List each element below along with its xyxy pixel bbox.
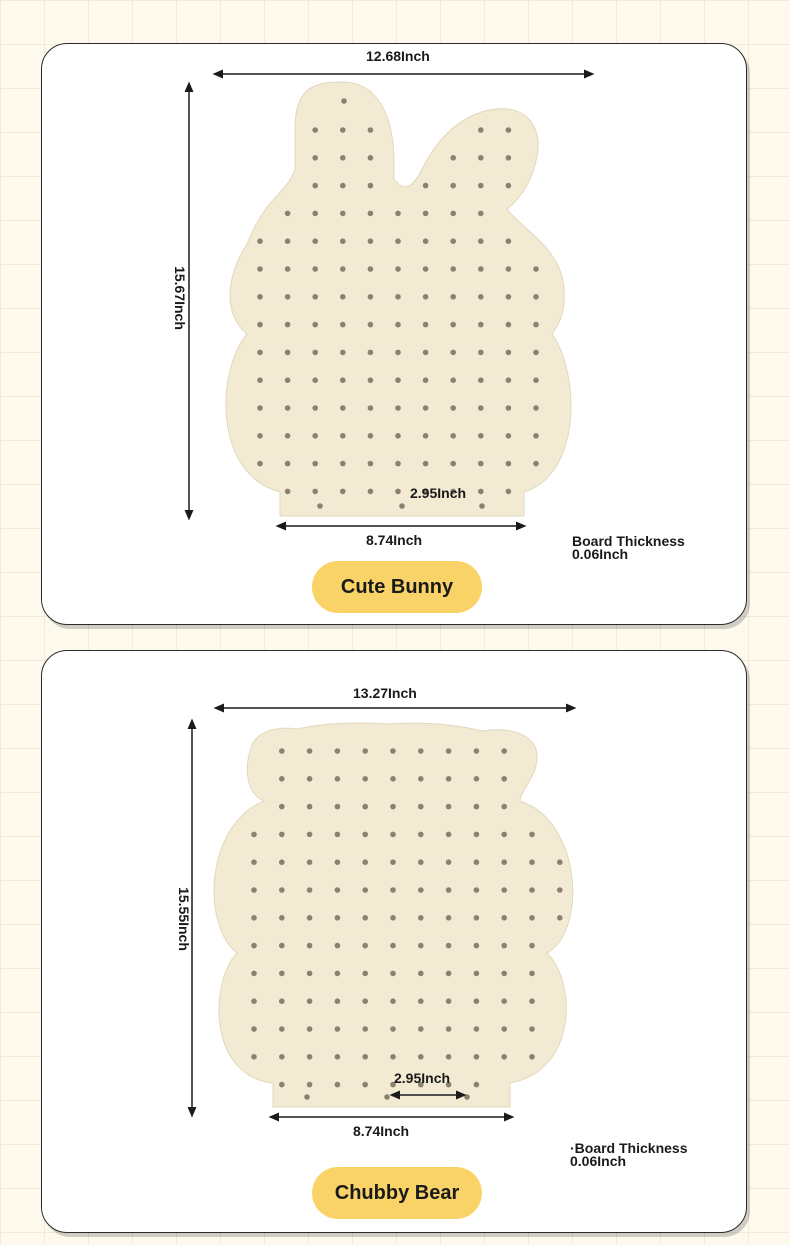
product-name-badge: Chubby Bear	[312, 1167, 482, 1219]
peg-hole	[390, 998, 396, 1004]
peg-hole	[501, 887, 507, 893]
peg-hole	[506, 183, 512, 189]
peg-hole	[506, 350, 512, 356]
peg-hole	[533, 405, 539, 411]
peg-hole	[257, 238, 263, 244]
board-thickness	[572, 535, 685, 561]
peg-hole	[423, 350, 429, 356]
peg-hole	[450, 183, 456, 189]
peg-hole	[450, 405, 456, 411]
peg-hole	[474, 748, 480, 754]
peg-hole	[423, 377, 429, 383]
peg-hole	[418, 1054, 424, 1060]
peg-hole	[390, 804, 396, 810]
peg-hole	[478, 433, 484, 439]
thickness-value: 0.06Inch	[570, 1153, 627, 1169]
peg-hole	[533, 377, 539, 383]
peg-hole	[368, 433, 374, 439]
peg-hole	[529, 832, 535, 838]
peg-hole	[340, 350, 346, 356]
peg-hole	[335, 1054, 341, 1060]
peg-hole	[340, 489, 346, 495]
width-label: 13.27Inch	[353, 685, 417, 701]
peg-hole	[335, 915, 341, 921]
peg-hole	[257, 294, 263, 300]
peg-hole	[307, 748, 313, 754]
peg-hole	[312, 377, 318, 383]
peg-hole	[506, 377, 512, 383]
peg-hole	[418, 748, 424, 754]
peg-hole	[257, 461, 263, 467]
peg-hole	[279, 832, 285, 838]
peg-hole	[533, 294, 539, 300]
peg-hole	[257, 405, 263, 411]
peg-hole	[418, 887, 424, 893]
product-card-bunny	[41, 43, 747, 625]
peg-hole	[501, 915, 507, 921]
peg-hole	[506, 155, 512, 161]
peg-hole	[450, 155, 456, 161]
peg-hole	[501, 748, 507, 754]
peg-hole	[368, 183, 374, 189]
peg-hole	[279, 943, 285, 949]
base-width-label: 8.74Inch	[353, 1123, 410, 1139]
product-card-bear	[41, 650, 747, 1233]
peg-hole	[479, 503, 485, 509]
peg-hole	[312, 238, 318, 244]
peg-hole	[317, 503, 323, 509]
peg-hole	[446, 748, 452, 754]
peg-hole	[257, 377, 263, 383]
peg-hole	[285, 294, 291, 300]
peg-hole	[257, 322, 263, 328]
peg-hole	[501, 998, 507, 1004]
peg-hole	[450, 238, 456, 244]
peg-hole	[474, 971, 480, 977]
peg-hole	[312, 433, 318, 439]
peg-hole	[335, 776, 341, 782]
peg-hole	[446, 943, 452, 949]
peg-hole	[312, 405, 318, 411]
peg-hole	[395, 322, 401, 328]
peg-hole	[384, 1094, 390, 1100]
peg-hole	[446, 971, 452, 977]
slot-width-label: 2.95Inch	[394, 1070, 451, 1086]
peg-hole	[423, 211, 429, 217]
peg-hole	[335, 887, 341, 893]
peg-hole	[395, 433, 401, 439]
peg-hole	[362, 1082, 368, 1088]
peg-hole	[446, 998, 452, 1004]
peg-hole	[533, 350, 539, 356]
peg-hole	[285, 238, 291, 244]
base-width-label: 8.74Inch	[366, 532, 423, 548]
peg-hole	[312, 211, 318, 217]
peg-hole	[533, 461, 539, 467]
peg-hole	[251, 1026, 257, 1032]
peg-hole	[312, 461, 318, 467]
peg-hole	[390, 859, 396, 865]
peg-hole	[285, 461, 291, 467]
peg-hole	[368, 211, 374, 217]
peg-hole	[307, 1026, 313, 1032]
peg-hole	[390, 887, 396, 893]
peg-hole	[418, 998, 424, 1004]
peg-hole	[478, 155, 484, 161]
board-thickness	[570, 1142, 687, 1168]
peg-hole	[446, 1026, 452, 1032]
peg-hole	[307, 776, 313, 782]
peg-hole	[557, 915, 563, 921]
peg-hole	[501, 1026, 507, 1032]
thickness-label: ·Board Thickness	[570, 1140, 688, 1156]
peg-hole	[506, 461, 512, 467]
peg-hole	[390, 1054, 396, 1060]
peg-hole	[279, 915, 285, 921]
peg-hole	[529, 1026, 535, 1032]
peg-hole	[423, 294, 429, 300]
peg-hole	[446, 915, 452, 921]
peg-hole	[474, 887, 480, 893]
peg-hole	[335, 748, 341, 754]
peg-hole	[307, 832, 313, 838]
peg-hole	[557, 859, 563, 865]
peg-hole	[395, 461, 401, 467]
peg-hole	[390, 832, 396, 838]
height-label: 15.55Inch	[175, 887, 192, 951]
peg-hole	[368, 489, 374, 495]
peg-hole	[418, 832, 424, 838]
peg-hole	[450, 433, 456, 439]
peg-hole	[446, 776, 452, 782]
peg-hole	[390, 776, 396, 782]
peg-hole	[362, 998, 368, 1004]
peg-hole	[390, 943, 396, 949]
peg-hole	[312, 127, 318, 133]
peg-hole	[501, 943, 507, 949]
peg-hole	[418, 776, 424, 782]
peg-hole	[257, 433, 263, 439]
peg-hole	[418, 804, 424, 810]
peg-hole	[506, 489, 512, 495]
peg-hole	[418, 915, 424, 921]
peg-hole	[450, 294, 456, 300]
peg-hole	[478, 294, 484, 300]
peg-hole	[368, 322, 374, 328]
peg-hole	[279, 1026, 285, 1032]
peg-hole	[474, 943, 480, 949]
peg-hole	[533, 433, 539, 439]
peg-hole	[529, 1054, 535, 1060]
peg-hole	[474, 859, 480, 865]
peg-hole	[368, 405, 374, 411]
peg-hole	[529, 998, 535, 1004]
peg-hole	[362, 943, 368, 949]
peg-hole	[529, 859, 535, 865]
peg-hole	[312, 489, 318, 495]
peg-hole	[478, 489, 484, 495]
peg-hole	[285, 211, 291, 217]
peg-hole	[557, 887, 563, 893]
peg-hole	[335, 1082, 341, 1088]
peg-hole	[285, 266, 291, 272]
peg-hole	[506, 433, 512, 439]
peg-hole	[533, 322, 539, 328]
peg-hole	[362, 859, 368, 865]
peg-hole	[478, 322, 484, 328]
width-label: 12.68Inch	[366, 48, 430, 64]
peg-hole	[478, 266, 484, 272]
peg-hole	[423, 238, 429, 244]
peg-hole	[450, 211, 456, 217]
peg-hole	[368, 461, 374, 467]
peg-hole	[340, 183, 346, 189]
peg-hole	[362, 748, 368, 754]
peg-hole	[368, 350, 374, 356]
peg-hole	[390, 748, 396, 754]
peg-hole	[450, 377, 456, 383]
peg-hole	[285, 405, 291, 411]
peg-hole	[340, 461, 346, 467]
peg-hole	[464, 1094, 470, 1100]
peg-hole	[501, 804, 507, 810]
peg-hole	[474, 832, 480, 838]
peg-hole	[307, 971, 313, 977]
peg-hole	[257, 266, 263, 272]
peg-hole	[418, 971, 424, 977]
peg-hole	[368, 294, 374, 300]
peg-hole	[529, 915, 535, 921]
peg-hole	[506, 294, 512, 300]
peg-hole	[478, 405, 484, 411]
peg-hole	[304, 1094, 310, 1100]
peg-hole	[340, 211, 346, 217]
peg-hole	[478, 350, 484, 356]
peg-hole	[395, 350, 401, 356]
peg-hole	[362, 887, 368, 893]
peg-hole	[450, 350, 456, 356]
peg-hole	[395, 238, 401, 244]
peg-hole	[395, 266, 401, 272]
peg-hole	[251, 832, 257, 838]
peg-hole	[423, 405, 429, 411]
peg-hole	[390, 971, 396, 977]
peg-hole	[423, 433, 429, 439]
peg-hole	[335, 804, 341, 810]
peg-hole	[279, 748, 285, 754]
peg-hole	[474, 998, 480, 1004]
peg-hole	[335, 971, 341, 977]
peg-hole	[446, 804, 452, 810]
peg-hole	[390, 1026, 396, 1032]
peg-hole	[423, 183, 429, 189]
peg-hole	[506, 127, 512, 133]
peg-hole	[446, 859, 452, 865]
peg-hole	[251, 1054, 257, 1060]
peg-hole	[450, 461, 456, 467]
peg-hole	[340, 322, 346, 328]
peg-hole	[478, 377, 484, 383]
peg-hole	[340, 377, 346, 383]
peg-hole	[362, 804, 368, 810]
peg-hole	[285, 433, 291, 439]
peg-hole	[335, 998, 341, 1004]
peg-hole	[362, 1054, 368, 1060]
peg-hole	[395, 211, 401, 217]
peg-hole	[501, 832, 507, 838]
peg-hole	[529, 943, 535, 949]
height-label: 15.67Inch	[171, 266, 188, 330]
peg-hole	[251, 915, 257, 921]
peg-hole	[340, 294, 346, 300]
thickness-label: Board Thickness	[572, 533, 685, 549]
peg-hole	[279, 887, 285, 893]
peg-hole	[251, 943, 257, 949]
peg-hole	[251, 998, 257, 1004]
slot-width-label: 2.95Inch	[410, 485, 467, 501]
peg-hole	[251, 971, 257, 977]
peg-hole	[529, 887, 535, 893]
peg-hole	[340, 127, 346, 133]
peg-hole	[418, 943, 424, 949]
peg-hole	[340, 433, 346, 439]
peg-hole	[446, 832, 452, 838]
peg-hole	[395, 294, 401, 300]
peg-hole	[251, 887, 257, 893]
peg-hole	[335, 1026, 341, 1032]
peg-hole	[478, 461, 484, 467]
peg-hole	[307, 1054, 313, 1060]
peg-hole	[307, 887, 313, 893]
peg-hole	[529, 971, 535, 977]
peg-hole	[307, 804, 313, 810]
peg-hole	[257, 350, 263, 356]
peg-hole	[450, 266, 456, 272]
peg-hole	[307, 859, 313, 865]
peg-hole	[285, 489, 291, 495]
product-name-badge: Cute Bunny	[312, 561, 482, 613]
peg-hole	[506, 238, 512, 244]
peg-hole	[533, 266, 539, 272]
peg-hole	[362, 776, 368, 782]
peg-hole	[474, 1082, 480, 1088]
peg-hole	[285, 322, 291, 328]
peg-hole	[474, 1054, 480, 1060]
peg-hole	[335, 943, 341, 949]
peg-hole	[279, 776, 285, 782]
peg-hole	[362, 971, 368, 977]
peg-hole	[279, 1082, 285, 1088]
peg-hole	[501, 859, 507, 865]
peg-hole	[362, 915, 368, 921]
peg-hole	[279, 859, 285, 865]
peg-hole	[279, 971, 285, 977]
peg-hole	[368, 155, 374, 161]
peg-hole	[362, 832, 368, 838]
peg-hole	[506, 405, 512, 411]
peg-hole	[446, 1054, 452, 1060]
peg-hole	[423, 266, 429, 272]
peg-hole	[395, 405, 401, 411]
peg-hole	[307, 998, 313, 1004]
peg-hole	[285, 350, 291, 356]
peg-hole	[395, 377, 401, 383]
peg-hole	[279, 804, 285, 810]
peg-hole	[474, 915, 480, 921]
peg-hole	[501, 776, 507, 782]
peg-hole	[279, 998, 285, 1004]
peg-hole	[340, 405, 346, 411]
peg-hole	[423, 461, 429, 467]
peg-hole	[423, 322, 429, 328]
peg-hole	[399, 503, 405, 509]
peg-hole	[390, 915, 396, 921]
peg-hole	[506, 322, 512, 328]
peg-hole	[506, 266, 512, 272]
peg-hole	[368, 238, 374, 244]
peg-hole	[501, 1054, 507, 1060]
peg-hole	[341, 98, 347, 104]
peg-hole	[478, 238, 484, 244]
peg-hole	[368, 127, 374, 133]
peg-hole	[312, 266, 318, 272]
peg-hole	[478, 127, 484, 133]
peg-hole	[307, 943, 313, 949]
peg-hole	[307, 915, 313, 921]
peg-hole	[312, 155, 318, 161]
peg-hole	[418, 859, 424, 865]
peg-hole	[312, 183, 318, 189]
peg-hole	[368, 266, 374, 272]
peg-hole	[395, 489, 401, 495]
peg-hole	[340, 238, 346, 244]
peg-hole	[418, 1026, 424, 1032]
peg-hole	[312, 294, 318, 300]
peg-hole	[474, 776, 480, 782]
peg-hole	[335, 832, 341, 838]
peg-hole	[340, 266, 346, 272]
peg-hole	[312, 350, 318, 356]
peg-hole	[335, 859, 341, 865]
peg-hole	[307, 1082, 313, 1088]
peg-hole	[501, 971, 507, 977]
peg-hole	[285, 377, 291, 383]
peg-hole	[450, 322, 456, 328]
peg-hole	[446, 887, 452, 893]
peg-hole	[362, 1026, 368, 1032]
peg-hole	[368, 377, 374, 383]
peg-hole	[279, 1054, 285, 1060]
peg-hole	[474, 1026, 480, 1032]
peg-hole	[251, 859, 257, 865]
peg-hole	[474, 804, 480, 810]
thickness-value: 0.06Inch	[572, 546, 629, 562]
peg-hole	[478, 183, 484, 189]
peg-hole	[312, 322, 318, 328]
peg-hole	[478, 211, 484, 217]
peg-hole	[340, 155, 346, 161]
